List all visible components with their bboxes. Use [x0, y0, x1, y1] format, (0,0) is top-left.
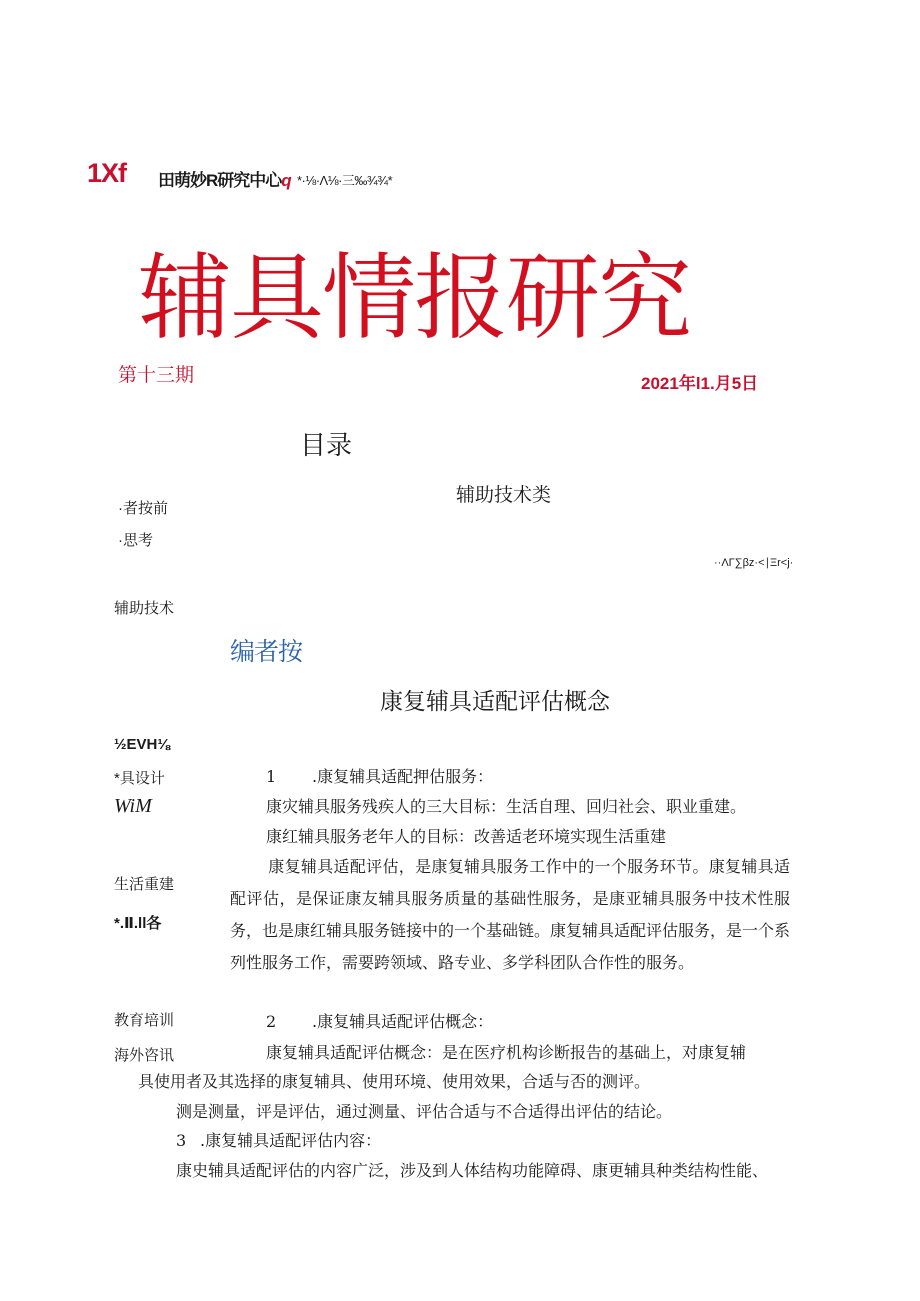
article-title: 康复辅具适配评估概念 [380, 689, 610, 715]
item-number: 2 [266, 1012, 277, 1031]
article-line: 康红辅具服务老年人的目标：改善适老环境实现生活重建 [266, 827, 667, 846]
toc-item[interactable]: ·思考 [118, 532, 153, 549]
header-center-text: 田萌妙R研究中心 [158, 171, 282, 190]
sidebar-item[interactable]: *.Ⅱ.ll各 [114, 915, 162, 932]
article-item-heading [176, 1128, 381, 1151]
item-heading-text: .康复辅具适配评估内容： [200, 1131, 382, 1150]
toc-code: ··ΛΓ∑βz·<∣Ξr<j· [714, 557, 794, 569]
article-line: 测是测量，评是评估，通过测量、评估合适与不合适得出评估的结论。 [176, 1102, 673, 1121]
sidebar-item-life-rebuild[interactable]: 生活重建 [114, 876, 175, 893]
item-number: 3 [176, 1131, 187, 1150]
sidebar-item-assistive-tech[interactable]: 辅助技术 [114, 600, 175, 617]
article-line: 具使用者及其选择的康复辅具、使用环境、使用效果，合适与否的测评。 [138, 1072, 651, 1091]
article-line: 康灾辅具服务残疾人的三大目标：生活自理、回归社会、职业重建。 [266, 797, 747, 816]
toc-item[interactable]: ·者按前 [118, 500, 168, 517]
sidebar-item[interactable]: WiM [114, 795, 152, 817]
header-code: *·⅛·Λ⅛·三‰¾¾* [297, 173, 393, 188]
sidebar-item-education[interactable]: 教育培训 [114, 1012, 175, 1029]
article-line: 康复辅具适配评估概念：是在医疗机构诊断报告的基础上，对康复辅 [266, 1043, 747, 1062]
article-line: 康史辅具适配评估的内容广泛，涉及到人体结构功能障碍、康更辅具种类结构性能、 [176, 1161, 769, 1180]
toc-title: 目录 [300, 430, 353, 460]
article-item-heading [266, 764, 493, 787]
issue-number: 第十三期 [118, 364, 195, 386]
section-heading: 编者按 [230, 638, 303, 666]
toc-category: 辅助技术类 [456, 484, 552, 506]
issue-date: 2021年l1.月5日 [641, 374, 759, 393]
sidebar-item-overseas-news[interactable]: 海外咨讯 [114, 1047, 175, 1064]
header-center-tail: q [281, 171, 291, 190]
masthead-title: 辅具情报研究 [138, 244, 691, 353]
article-item-heading [266, 1009, 493, 1032]
header-center-name [158, 166, 291, 191]
header-logo-mark: 1Xf [87, 158, 127, 188]
sidebar-item-design[interactable]: *具设计 [114, 770, 165, 787]
article-paragraph [230, 851, 790, 979]
item-number: 1 [266, 767, 277, 786]
item-heading-text: .康复辅具适配押估服务： [312, 767, 494, 786]
article-paragraph-text: 康复辅具适配评估，是康复辅具服务工作中的一个服务环节。康复辅具适配评估，是保证康友辅具服务质量的基础性服务，是康亚辅具服务中技术性服务，也是康红辅具服务链接中的一个基础链。康复辅具适配评估服务，是一个系列性服务工作，需要跨领域、路专业、多学科团队合作性的服务。 [230, 857, 791, 972]
sidebar-item[interactable]: ½EVH⅛ [114, 736, 170, 753]
item-heading-text: .康复辅具适配评估概念： [312, 1012, 494, 1031]
